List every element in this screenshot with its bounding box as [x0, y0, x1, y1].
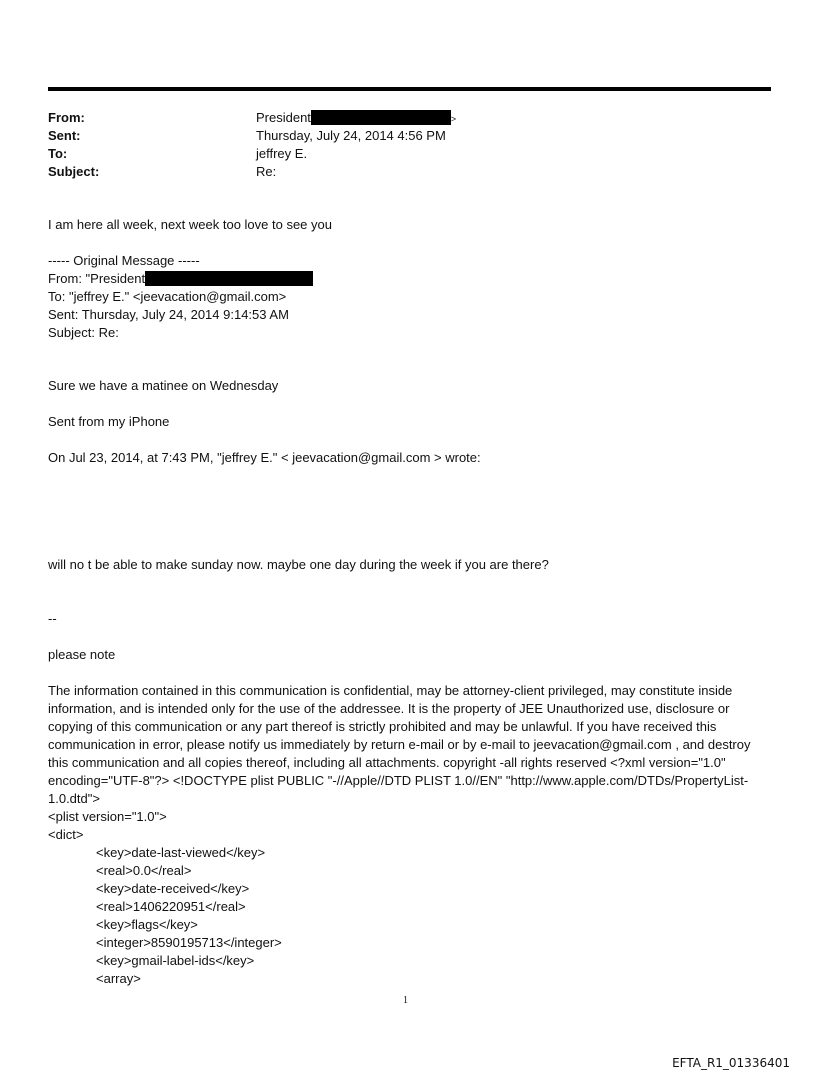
subject-value: Re:	[256, 164, 277, 179]
sunday-text: will no t be able to make sunday now. maybe one day during the week if you are there?	[48, 557, 549, 572]
redaction-box	[311, 110, 451, 125]
plist-open: <plist version="1.0">	[48, 809, 167, 824]
sent-label: Sent:	[48, 128, 81, 143]
original-message-marker: ----- Original Message -----	[48, 253, 200, 268]
xml-line: <array>	[96, 971, 141, 986]
to-value: jeffrey E.	[256, 146, 308, 161]
please-note: please note	[48, 647, 116, 662]
bates-stamp: EFTA_R1_01336401	[672, 1056, 790, 1070]
to-label: To:	[48, 146, 68, 161]
original-from-text: From: "President	[48, 271, 146, 286]
page-number: 1	[403, 995, 408, 1006]
subject-label: Subject:	[48, 164, 100, 179]
from-tail: >	[450, 114, 457, 124]
xml-line: <real>0.0</real>	[96, 863, 192, 878]
matinee-text: Sure we have a matinee on Wednesday	[48, 378, 279, 393]
header-rule	[48, 87, 771, 91]
original-from	[48, 270, 313, 288]
xml-line: <key>date-received</key>	[96, 881, 250, 896]
signature-dashes: --	[48, 611, 57, 626]
redaction-box	[145, 271, 313, 286]
reply-text: I am here all week, next week too love to see you	[48, 217, 332, 232]
from-label: From:	[48, 110, 85, 125]
xml-line: <key>flags</key>	[96, 917, 198, 932]
xml-line: <integer>8590195713</integer>	[96, 935, 282, 950]
sent-from-iphone: Sent from my iPhone	[48, 414, 170, 429]
dict-open: <dict>	[48, 827, 84, 842]
from-value	[256, 109, 456, 128]
quoted-attribution: On Jul 23, 2014, at 7:43 PM, "jeffrey E." < jeevacation@gmail.com > wrote:	[48, 450, 481, 465]
xml-line: <key>gmail-label-ids</key>	[96, 953, 255, 968]
from-name: President	[256, 110, 311, 125]
xml-line: <real>1406220951</real>	[96, 899, 246, 914]
original-to: To: "jeffrey E." <jeevacation@gmail.com>	[48, 289, 287, 304]
sent-value: Thursday, July 24, 2014 4:56 PM	[256, 128, 446, 143]
xml-line: <key>date-last-viewed</key>	[96, 845, 266, 860]
original-subject: Subject: Re:	[48, 325, 119, 340]
original-sent: Sent: Thursday, July 24, 2014 9:14:53 AM	[48, 307, 289, 322]
disclaimer-paragraph: The information contained in this communication is confidential, may be attorney-client privileged, may constitute inside information, and is intended only for the use of the addressee. It is the property of JEE Unauthorized use, disclosure or copying of this communication or any part thereof is strictly prohibited and may be unlawful. If you have received this communication in error, please notify us immediately by return e-mail or by e-mail to jeevacation@gmail.com , and destroy this communication and all copies thereof, including all attachments. copyright -all rights reserved <?xml version="1.0" encoding="UTF-8"?> <!DOCTYPE plist PUBLIC "-//Apple//DTD PLIST 1.0//EN" "http://www.apple.com/DTDs/PropertyList-1.0.dtd">	[48, 683, 751, 806]
